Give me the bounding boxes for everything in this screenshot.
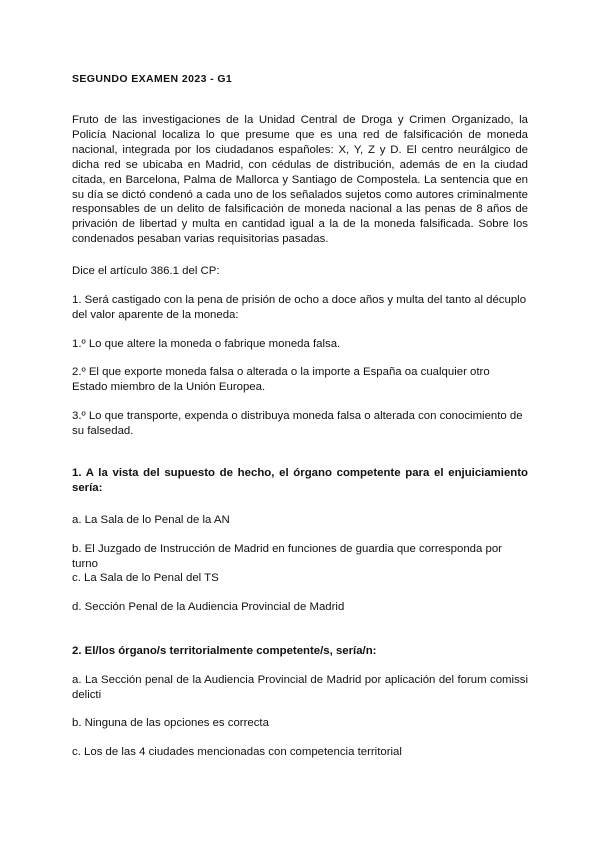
question-1: 1. A la vista del supuesto de hecho, el órgano competente para el enjuiciamiento sería: [72,467,528,494]
case-description: Fruto de las investigaciones de la Unidad Central de Droga y Crimen Organizado, la Policía Nacional localiza lo que presume que es una red de falsificación de moneda nacional, integrada por los ciudadanos españoles: X, Y, Z y D. El centro neurálgico de dicha red se ubicaba en Madrid, con cédulas de distribución, además de en la ciudad citada, en Barcelona, Palma de Mallorca y Santiago de Compostela. La sentencia que en su día se dictó condenó a cada uno de los señalados sujetos como autores criminalmente responsables de un delito de falsificación de moneda nacional a las penas de 8 años de privación de libertad y multa en cantidad igual a la de la moneda falsificada. Sobre los condenados pesaban varias requisitorias pasadas. [72,114,528,246]
article-intro: Dice el artículo 386.1 del CP: [72,265,220,277]
article-item: 1.º Lo que altere la moneda o fabrique moneda falsa. [72,338,341,350]
article-paragraph: 1. Será castigado con la pena de prisión de ocho a doce años y multa del tanto al décuplo del valor aparente de la moneda: [72,294,527,321]
article-item: 2.º El que exporte moneda falsa o alterada o la importe a España oa cualquier otro Estado miembro de la Unión Europea. [72,366,490,393]
question-1-option-d: d. Sección Penal de la Audiencia Provincial de Madrid [72,601,345,613]
article-item: 3.º Lo que transporte, expenda o distribuya moneda falsa o alterada con conocimiento de su falsedad. [72,410,523,437]
exam-title: SEGUNDO EXAMEN 2023 - G1 [72,73,233,85]
question-2-option-c: c. Los de las 4 ciudades mencionadas con competencia territorial [72,746,402,758]
question-2-option-b: b. Ninguna de las opciones es correcta [72,717,269,729]
question-1-option-b: b. El Juzgado de Instrucción de Madrid en funciones de guardia que corresponda por turno [72,543,502,570]
question-1-option-c: c. La Sala de lo Penal del TS [72,572,219,584]
question-2: 2. El/los órgano/s territorialmente competente/s, sería/n: [72,645,377,657]
question-2-option-a: a. La Sección penal de la Audiencia Provincial de Madrid por aplicación del forum comissi delicti [72,674,528,701]
question-1-option-a: a. La Sala de lo Penal de la AN [72,514,230,526]
